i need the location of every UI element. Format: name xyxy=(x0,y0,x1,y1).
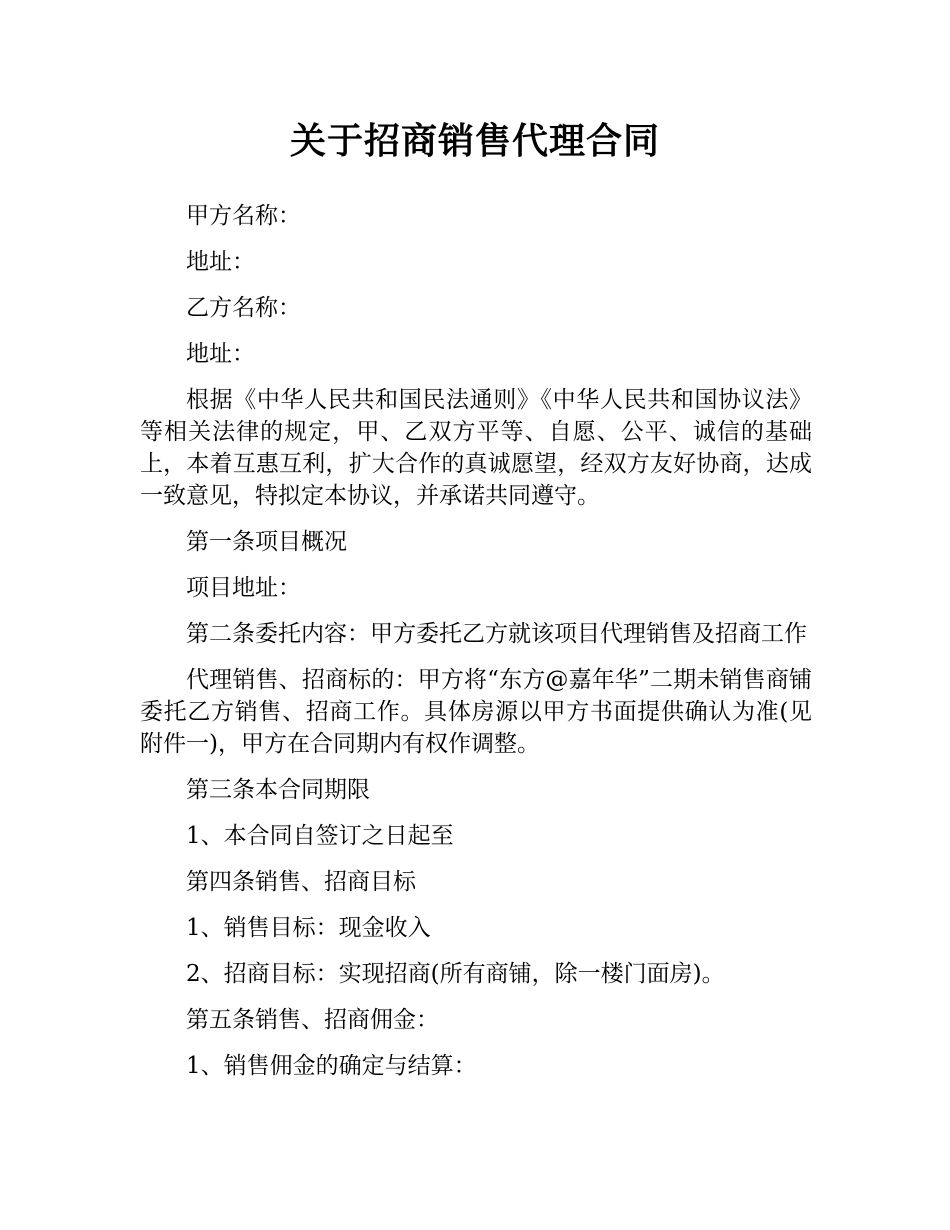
document-body xyxy=(140,200,812,1096)
paragraph-party-b-address: 地址： xyxy=(186,341,255,367)
paragraph-contract-term: 1、本合同自签订之日起至 xyxy=(186,823,454,849)
paragraph-agency-subject: 代理销售、招商标的：甲方将“东方@嘉年华”二期未销售商铺委托乙方销售、招商工作。具体房源以甲方书面提供确认为准(见附件一)，甲方在合同期内有权作调整。 xyxy=(140,667,812,757)
paragraph-article-2: 第二条委托内容：甲方委托乙方就该项目代理销售及招商工作 xyxy=(186,621,807,647)
paragraph-sales-target: 1、销售目标：现金收入 xyxy=(186,915,431,941)
document-title: 关于招商销售代理合同 xyxy=(289,121,660,162)
paragraph-preamble: 根据《中华人民共和国民法通则》《中华人民共和国协议法》等相关法律的规定，甲、乙双方平等、自愿、公平、诚信的基础上，本着互惠互利，扩大合作的真诚愿望，经双方友好协商，达成一致意见，特拟定本协议，并承诺共同遵守。 xyxy=(140,387,812,509)
paragraph-party-b-name: 乙方名称： xyxy=(186,295,301,321)
paragraph-article-4-heading: 第四条销售、招商目标 xyxy=(186,869,416,895)
paragraph-leasing-target: 2、招商目标：实现招商(所有商铺，除一楼门面房)。 xyxy=(186,961,725,987)
paragraph-party-a-name: 甲方名称： xyxy=(186,203,301,229)
paragraph-commission-settlement: 1、销售佣金的确定与结算： xyxy=(186,1053,477,1079)
paragraph-article-3-heading: 第三条本合同期限 xyxy=(186,777,370,803)
paragraph-party-a-address: 地址： xyxy=(186,249,255,275)
paragraph-project-address: 项目地址： xyxy=(186,575,301,601)
paragraph-article-1-heading: 第一条项目概况 xyxy=(186,529,347,555)
paragraph-article-5-heading: 第五条销售、招商佣金： xyxy=(186,1007,439,1033)
